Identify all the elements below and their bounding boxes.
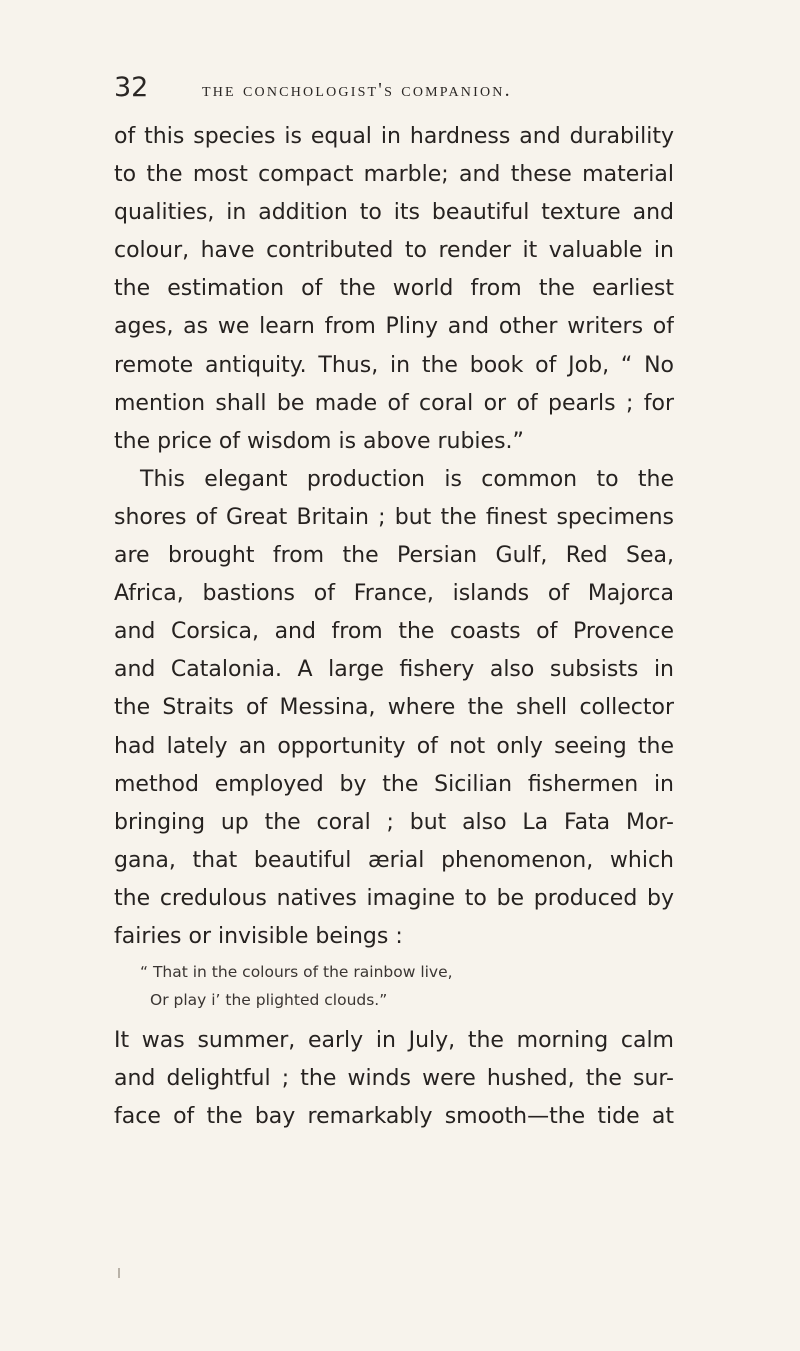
text-line: fairies or invisible beings : — [114, 923, 403, 949]
text-line: the Straits of Messina, where the shell collector — [114, 695, 674, 721]
paragraph-3 — [114, 1022, 674, 1136]
text-line: and Corsica, and from the coasts of Provence — [114, 619, 674, 645]
page-number: 32 — [114, 72, 149, 103]
verse-line: Or play i’ the plighted clouds.” — [150, 991, 388, 1010]
text-line: are brought from the Persian Gulf, Red Sea, — [114, 543, 674, 569]
text-line: had lately an opportunity of not only seeing the — [114, 733, 674, 759]
verse-line: “ That in the colours of the rainbow live, — [140, 963, 453, 982]
verse-quotation — [114, 958, 674, 1014]
text-line: Africa, bastions of France, islands of Majorca — [114, 581, 674, 607]
text-line: ages, as we learn from Pliny and other writers of — [114, 314, 674, 340]
text-line: the estimation of the world from the earliest — [114, 276, 674, 302]
running-title: the conchologist's companion. — [202, 79, 512, 101]
text-line: remote antiquity. Thus, in the book of Job, “ No — [114, 352, 674, 378]
text-line: qualities, in addition to its beautiful texture and — [114, 200, 674, 226]
text-line: to the most compact marble; and these material — [114, 162, 674, 188]
text-line: the price of wisdom is above rubies.” — [114, 428, 524, 454]
text-line: mention shall be made of coral or of pearls ; for — [114, 390, 674, 416]
text-line: gana, that beautiful ærial phenomenon, which — [114, 847, 674, 873]
text-line: It was summer, early in July, the morning calm — [114, 1028, 674, 1054]
text-line: face of the bay remarkably smooth—the tide at — [114, 1104, 674, 1130]
text-line: of this species is equal in hardness and durability — [114, 124, 674, 149]
text-line: and Catalonia. A large fishery also subsists in — [114, 657, 674, 683]
text-line: method employed by the Sicilian fishermen in — [114, 771, 674, 797]
text-line: This elegant production is common to the — [140, 466, 674, 492]
text-line: the credulous natives imagine to be produced by — [114, 885, 674, 911]
running-head — [114, 68, 674, 108]
body-text — [114, 118, 674, 1136]
margin-mark — [118, 1268, 120, 1278]
paragraph-1 — [114, 118, 674, 461]
text-line: and delightful ; the winds were hushed, the sur- — [114, 1066, 674, 1092]
text-line: shores of Great Britain ; but the finest specimens — [114, 504, 674, 530]
text-line: bringing up the coral ; but also La Fata Mor- — [114, 809, 674, 835]
paragraph-2 — [114, 461, 674, 956]
text-line: colour, have contributed to render it valuable in — [114, 238, 674, 264]
